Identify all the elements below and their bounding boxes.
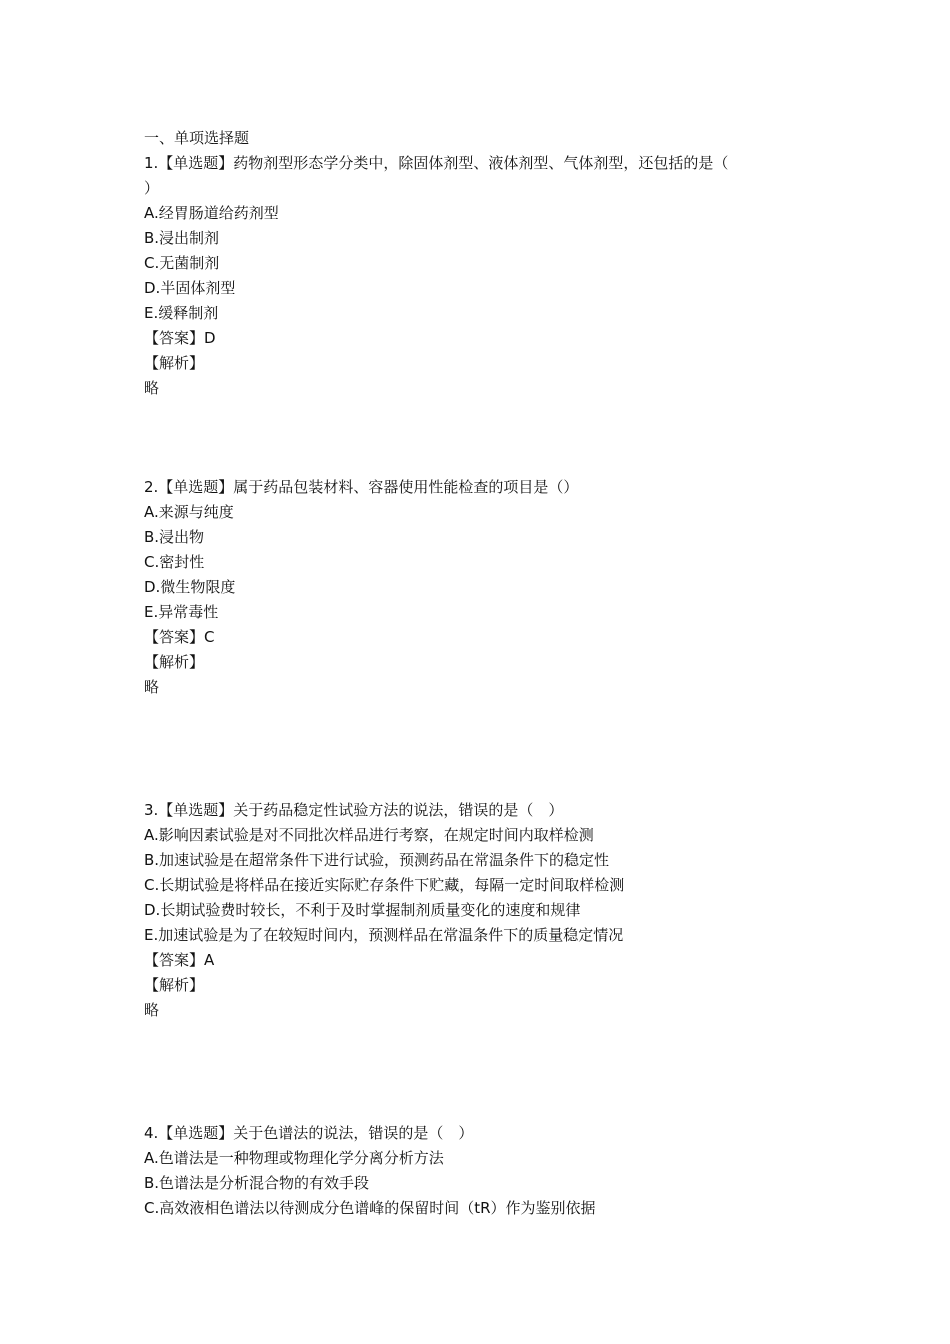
option-b: B.浸出物 [144,528,205,546]
option-b: B.色谱法是分析混合物的有效手段 [144,1174,370,1192]
option-c: C.无菌制剂 [144,254,220,272]
analysis-label: 【解析】 [144,354,205,372]
option-a: A.来源与纯度 [144,503,234,521]
question-1 [144,151,824,401]
option-c: C.高效液相色谱法以待测成分色谱峰的保留时间（tR）作为鉴别依据 [144,1199,596,1217]
option-e: E.异常毒性 [144,603,219,621]
section-title: 一、单项选择题 [144,129,250,147]
analysis-text: 略 [144,1001,160,1019]
analysis-text: 略 [144,379,160,397]
option-d: D.微生物限度 [144,578,236,596]
option-b: B.浸出制剂 [144,229,220,247]
question-4 [144,1121,824,1221]
question-stem: 2.【单选题】属于药品包装材料、容器使用性能检查的项目是（） [144,478,579,496]
analysis-label: 【解析】 [144,653,205,671]
question-stem: 1.【单选题】药物剂型形态学分类中，除固体剂型、液体剂型、气体剂型，还包括的是（ [144,154,729,172]
question-2 [144,475,824,700]
document-content [144,126,824,1221]
option-a: A.色谱法是一种物理或物理化学分离分析方法 [144,1149,444,1167]
analysis-text: 略 [144,678,160,696]
option-d: D.半固体剂型 [144,279,236,297]
answer: 【答案】D [144,329,216,347]
option-c: C.密封性 [144,553,205,571]
option-a: A.经胃肠道给药剂型 [144,204,279,222]
option-d: D.长期试验费时较长，不利于及时掌握制剂质量变化的速度和规律 [144,901,581,919]
question-stem: 3.【单选题】关于药品稳定性试验方法的说法，错误的是（ ） [144,801,564,819]
analysis-label: 【解析】 [144,976,205,994]
answer: 【答案】C [144,628,215,646]
option-b: B.加速试验是在超常条件下进行试验，预测药品在常温条件下的稳定性 [144,851,610,869]
option-e: E.加速试验是为了在较短时间内，预测样品在常温条件下的质量稳定情况 [144,926,624,944]
option-a: A.影响因素试验是对不同批次样品进行考察，在规定时间内取样检测 [144,826,594,844]
answer: 【答案】A [144,951,215,969]
question-3 [144,798,824,1023]
option-e: E.缓释制剂 [144,304,219,322]
question-stem: 4.【单选题】关于色谱法的说法，错误的是（ ） [144,1124,474,1142]
option-c: C.长期试验是将样品在接近实际贮存条件下贮藏，每隔一定时间取样检测 [144,876,625,894]
question-stem-continuation: ） [144,179,160,197]
